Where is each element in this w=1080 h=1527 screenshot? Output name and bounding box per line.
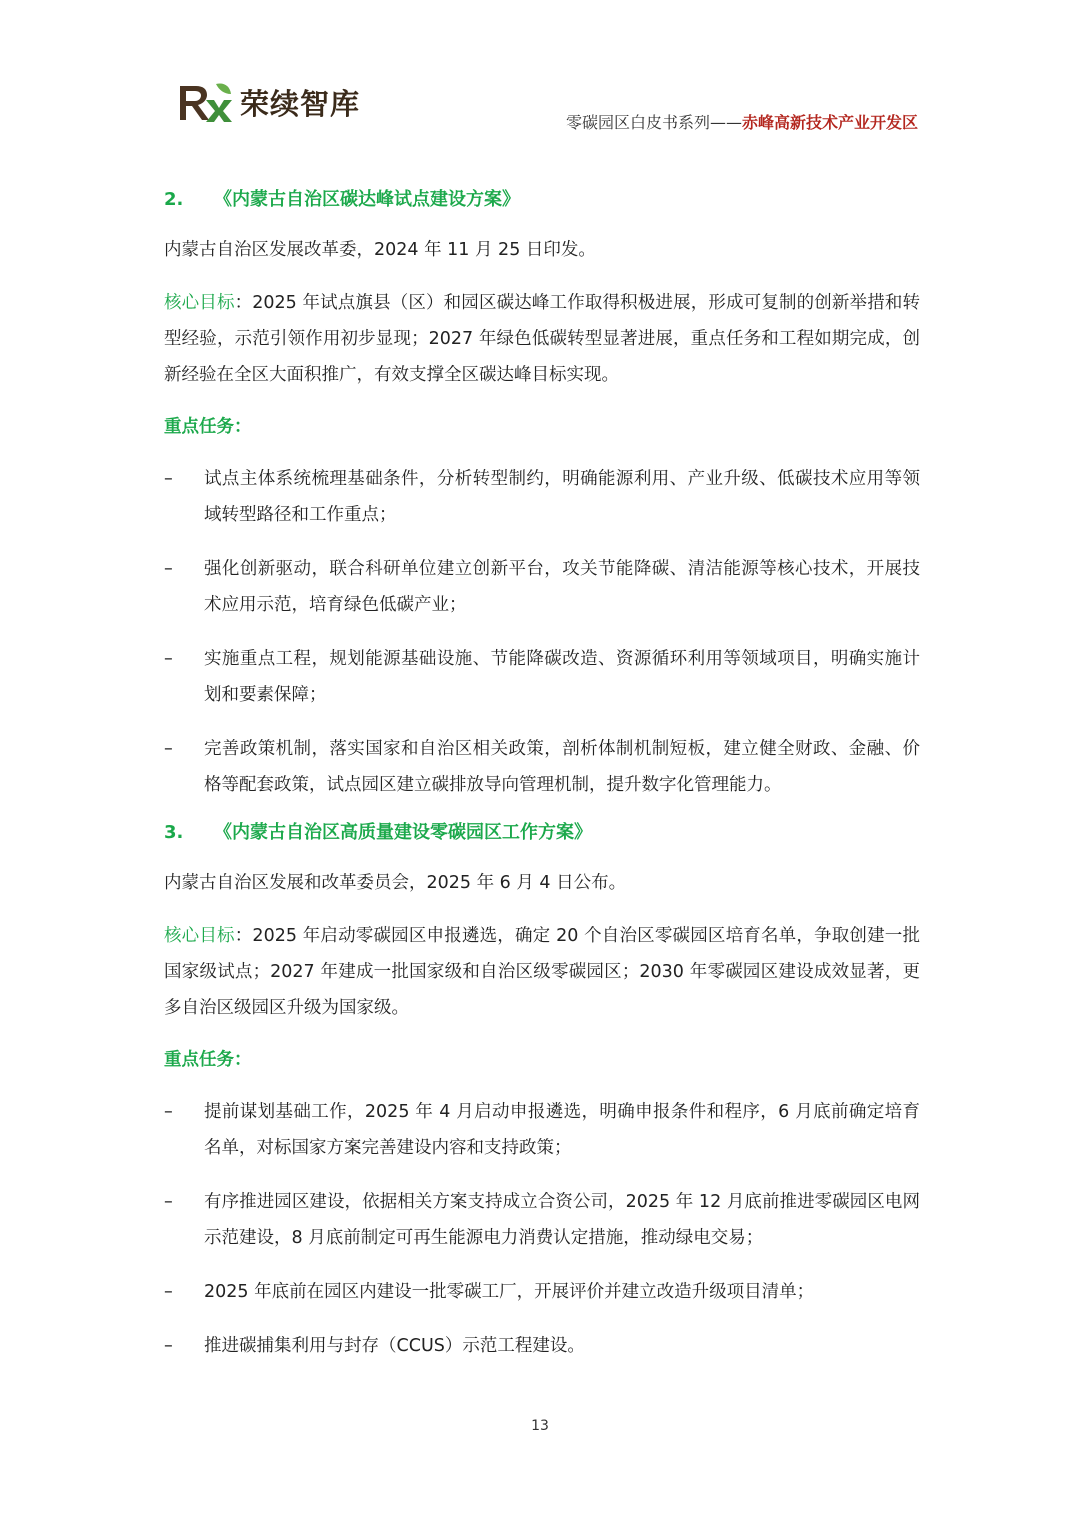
tasks-heading: 重点任务： [164,1050,252,1070]
core-goal [164,918,920,1026]
tasks-heading: 重点任务： [164,417,252,437]
bullet-dash: – [164,1336,173,1356]
bullet-dash: – [164,469,173,489]
section-title-text: 《内蒙古自治区高质量建设零碳园区工作方案》 [214,822,592,843]
list-item [164,731,920,803]
section-title-text: 《内蒙古自治区碳达峰试点建设方案》 [214,189,520,210]
series-label: 零碳园区白皮书系列—— [565,113,742,132]
rx-logo-icon [176,80,234,124]
list-item-text: 强化创新驱动，联合科研单位建立创新平台，攻关节能降碳、清洁能源等核心技术，开展技术应用示范，培育绿色低碳产业； [204,559,920,615]
bullet-dash: – [164,559,173,579]
header-logo [176,80,360,124]
bullet-dash: – [164,739,173,759]
list-item [164,1274,920,1310]
page-number: 13 [531,1418,549,1434]
document-body [164,182,920,1364]
list-item-text: 2025 年底前在园区内建设一批零碳工厂，开展评价并建立改造升级项目清单； [204,1282,815,1302]
logo-name: 荣续智库 [240,86,361,121]
section-number: 3. [164,822,184,843]
list-item [164,1184,920,1256]
list-item [164,1094,920,1166]
list-item-text: 试点主体系统梳理基础条件，分析转型制约，明确能源利用、产业升级、低碳技术应用等领域转型路径和工作重点； [204,469,920,525]
issuer-line: 内蒙古自治区发展改革委，2024 年 11 月 25 日印发。 [164,240,596,260]
list-item [164,461,920,533]
list-item-text: 有序推进园区建设，依据相关方案支持成立合资公司，2025 年 12 月底前推进零碳园区电网示范建设，8 月底前制定可再生能源电力消费认定措施，推动绿电交易； [204,1192,920,1248]
issuer-line: 内蒙古自治区发展和改革委员会，2025 年 6 月 4 日公布。 [164,873,627,893]
list-item [164,551,920,623]
bullet-dash: – [164,1282,173,1302]
section-number: 2. [164,189,184,210]
list-item [164,641,920,713]
header-series-title [566,110,918,133]
list-item-text: 提前谋划基础工作，2025 年 4 月启动申报遴选，明确申报条件和程序，6 月底前确定培育名单，对标国家方案完善建设内容和支持政策； [204,1102,920,1158]
list-item-text: 实施重点工程，规划能源基础设施、节能降碳改造、资源循环利用等领域项目，明确实施计划和要素保障； [204,649,920,705]
section-title [164,815,920,851]
core-goal-label: 核心目标 [164,926,235,946]
series-accent: 赤峰高新技术产业开发区 [741,113,918,132]
core-goal-text: ：2025 年启动零碳园区申报遴选，确定 20 个自治区零碳园区培育名单，争取创建一批国家级试点；2027 年建成一批国家级和自治区级零碳园区；2030 年零碳园区建设成效显著，更多自治区级园区升级为国家级。 [164,926,920,1018]
list-item-text: 完善政策机制，落实国家和自治区相关政策，剖析体制机制短板，建立健全财政、金融、价格等配套政策，试点园区建立碳排放导向管理机制，提升数字化管理能力。 [204,739,920,795]
bullet-dash: – [164,1102,173,1122]
core-goal-label: 核心目标 [164,293,235,313]
core-goal-text: ：2025 年试点旗县（区）和园区碳达峰工作取得积极进展，形成可复制的创新举措和转型经验，示范引领作用初步显现；2027 年绿色低碳转型显著进展，重点任务和工程如期完成，创新经验在全区大面积推广，有效支撑全区碳达峰目标实现。 [164,293,920,385]
core-goal [164,285,920,393]
section-title [164,182,920,218]
list-item [164,1328,920,1364]
bullet-dash: – [164,1192,173,1212]
bullet-dash: – [164,649,173,669]
list-item-text: 推进碳捕集利用与封存（CCUS）示范工程建设。 [204,1336,585,1356]
